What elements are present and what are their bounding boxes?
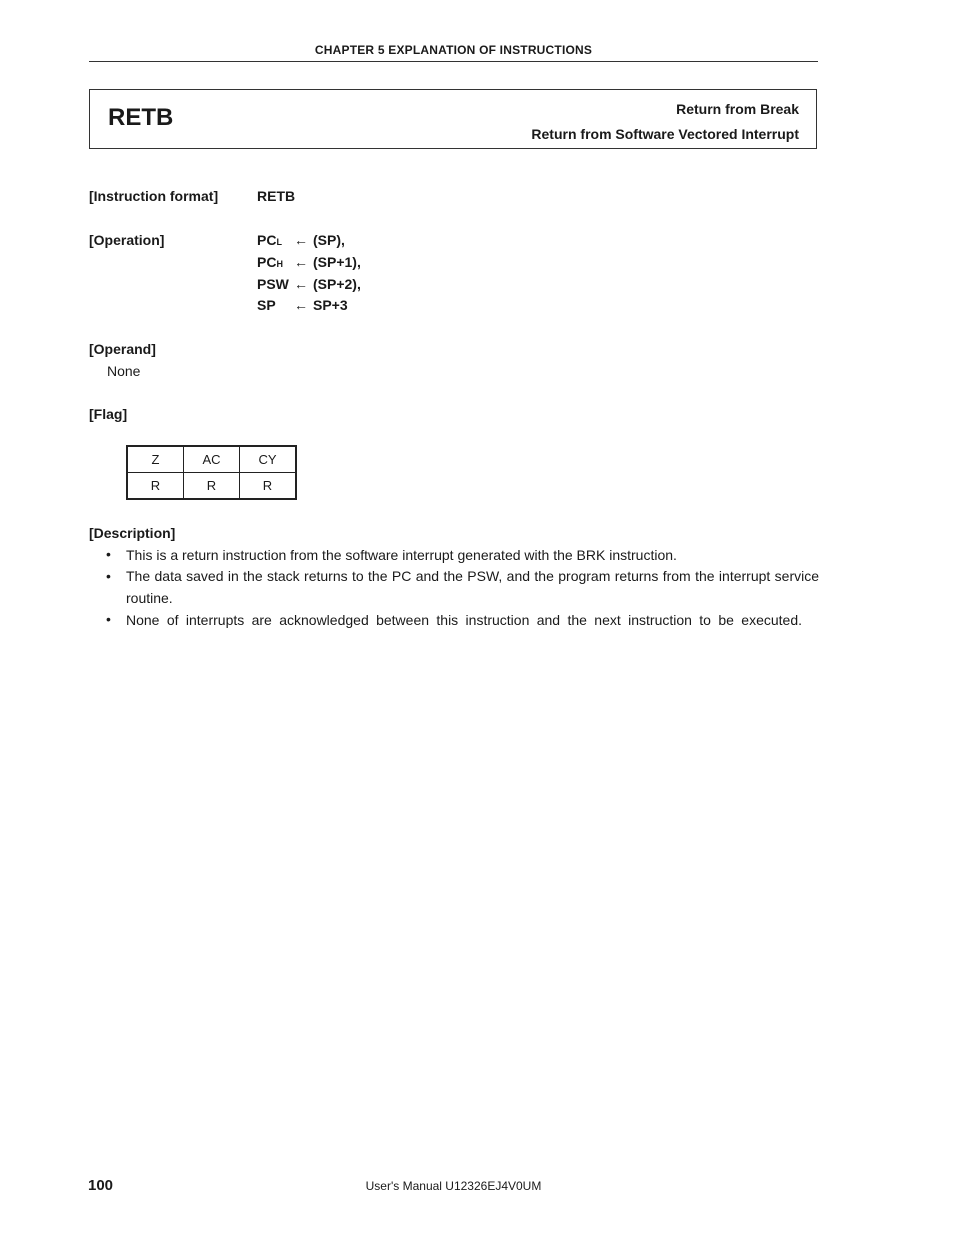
page-number: 100: [88, 1177, 114, 1194]
instruction-subtitle-2: Return from Software Vectored Interrupt: [531, 126, 799, 142]
instruction-title-box: [89, 89, 817, 149]
operation-src-3: (SP+2),: [313, 276, 361, 292]
arrow-icon: ←: [294, 297, 308, 313]
operation-src-2: (SP+1),: [313, 254, 361, 270]
instruction-mnemonic: RETB: [108, 104, 174, 131]
header-rule: [89, 61, 818, 62]
manual-id: User's Manual U12326EJ4V0UM: [365, 1179, 542, 1193]
operation-reg-3: PSW: [257, 276, 289, 292]
arrow-icon: ←: [294, 276, 308, 292]
operation-reg-4: SP: [257, 297, 276, 313]
flag-header-z: Z: [127, 446, 184, 473]
operation-label: [Operation]: [89, 232, 165, 248]
description-item-2-line-2: routine.: [126, 590, 173, 606]
description-item-1: This is a return instruction from the software interrupt generated with the BRK instruction.: [126, 547, 677, 563]
operation-reg-2: PCH: [257, 254, 283, 270]
flag-value-cy: R: [240, 473, 297, 500]
operand-value: None: [107, 363, 141, 379]
flag-header-cy: CY: [240, 446, 297, 473]
instruction-format-value: RETB: [257, 188, 296, 204]
flag-value-row: [127, 473, 296, 500]
instruction-subtitle-1: Return from Break: [676, 101, 799, 117]
description-item-2-line-1: The data saved in the stack returns to the PC and the PSW, and the program returns from the interrupt service: [126, 568, 819, 584]
flag-label: [Flag]: [89, 406, 128, 422]
arrow-icon: ←: [294, 254, 308, 270]
flag-table: [126, 445, 297, 500]
chapter-header: CHAPTER 5 EXPLANATION OF INSTRUCTIONS: [314, 43, 593, 57]
arrow-icon: ←: [294, 232, 308, 248]
flag-value-z: R: [127, 473, 184, 500]
flag-header-ac: AC: [184, 446, 240, 473]
flag-header-row: [127, 446, 296, 473]
bullet-icon: •: [106, 611, 111, 627]
instruction-format-label: [Instruction format]: [89, 188, 219, 204]
description-item-3: None of interrupts are acknowledged between this instruction and the next instruction to be executed.: [126, 612, 802, 628]
operation-reg-1: PCL: [257, 232, 282, 248]
description-label: [Description]: [89, 525, 176, 541]
flag-value-ac: R: [184, 473, 240, 500]
bullet-icon: •: [106, 546, 111, 562]
operand-label: [Operand]: [89, 341, 156, 357]
operation-src-1: (SP),: [313, 232, 345, 248]
operation-src-4: SP+3: [313, 297, 348, 313]
bullet-icon: •: [106, 568, 111, 584]
